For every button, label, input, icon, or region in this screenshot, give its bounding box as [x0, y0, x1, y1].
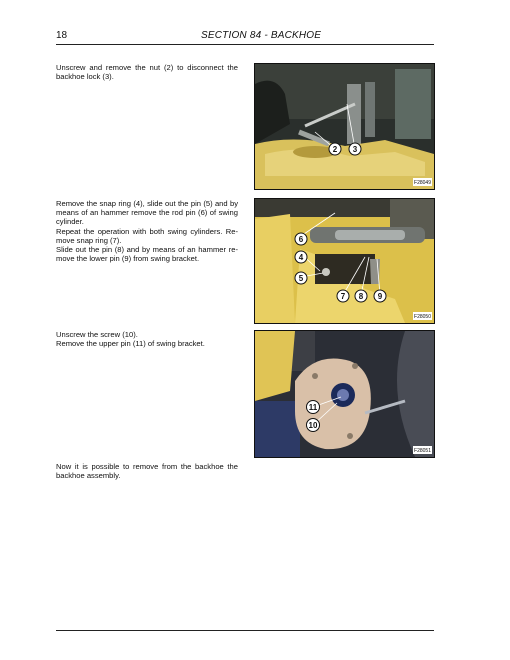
footer-rule: [56, 630, 434, 631]
photo-swing-cylinder-pins: [254, 198, 435, 324]
callout-11: [307, 401, 320, 414]
page-number: 18: [56, 30, 68, 41]
paragraph-line: Remove the snap ring (4), slide out the pin (5) and by means of an hammer remove the rod pin (6) of swing cylinder.: [56, 199, 238, 227]
callout-5: [295, 272, 307, 284]
svg-text:3: 3: [352, 145, 358, 154]
figure-code: F28051: [414, 448, 431, 454]
callout-4: [295, 251, 307, 263]
callout-9: [374, 290, 386, 302]
paragraph-1: [56, 63, 238, 81]
callout-2: [329, 143, 341, 155]
svg-text:9: 9: [377, 292, 383, 301]
svg-text:4: 4: [298, 253, 304, 262]
photo-1-illustration: [255, 64, 434, 189]
paragraph-line: Remove the upper pin (11) of swing bracket.: [56, 339, 205, 349]
paragraph-line: Unscrew the screw (10).: [56, 330, 138, 339]
photo-swing-bracket-pin: [254, 330, 435, 458]
callout-7: [337, 290, 349, 302]
paragraph-line: Repeat the operation with both swing cylinders. Re-move snap ring (7).: [56, 226, 238, 245]
page-header: [56, 30, 434, 45]
photo-3-illustration: [255, 331, 434, 457]
photo-2-illustration: [255, 199, 434, 323]
svg-text:5: 5: [298, 274, 304, 283]
figure-code: F28050: [414, 314, 431, 320]
svg-text:6: 6: [298, 235, 304, 244]
section-title: SECTION 84 - BACKHOE: [201, 30, 322, 41]
paragraph-line: Unscrew and remove the nut (2) to disconnect the backhoe lock (3).: [56, 63, 238, 82]
photo-backhoe-lock: [254, 63, 435, 190]
paragraph-4: [56, 462, 238, 480]
callout-10: [307, 419, 320, 432]
svg-text:2: 2: [332, 145, 338, 154]
svg-text:7: 7: [340, 292, 346, 301]
paragraph-2: [56, 199, 238, 263]
paragraph-3: [56, 330, 238, 348]
callout-8: [355, 290, 367, 302]
callout-3: [349, 143, 361, 155]
svg-text:11: 11: [308, 403, 318, 412]
svg-text:10: 10: [308, 421, 318, 430]
callout-6: [295, 233, 307, 245]
paragraph-line: Slide out the pin (8) and by means of an hammer re-move the lower pin (9) from swing bracket.: [56, 245, 238, 264]
svg-text:8: 8: [358, 292, 364, 301]
figure-code: F28049: [414, 180, 431, 186]
paragraph-line: Now it is possible to remove from the backhoe the backhoe assembly.: [56, 462, 238, 481]
